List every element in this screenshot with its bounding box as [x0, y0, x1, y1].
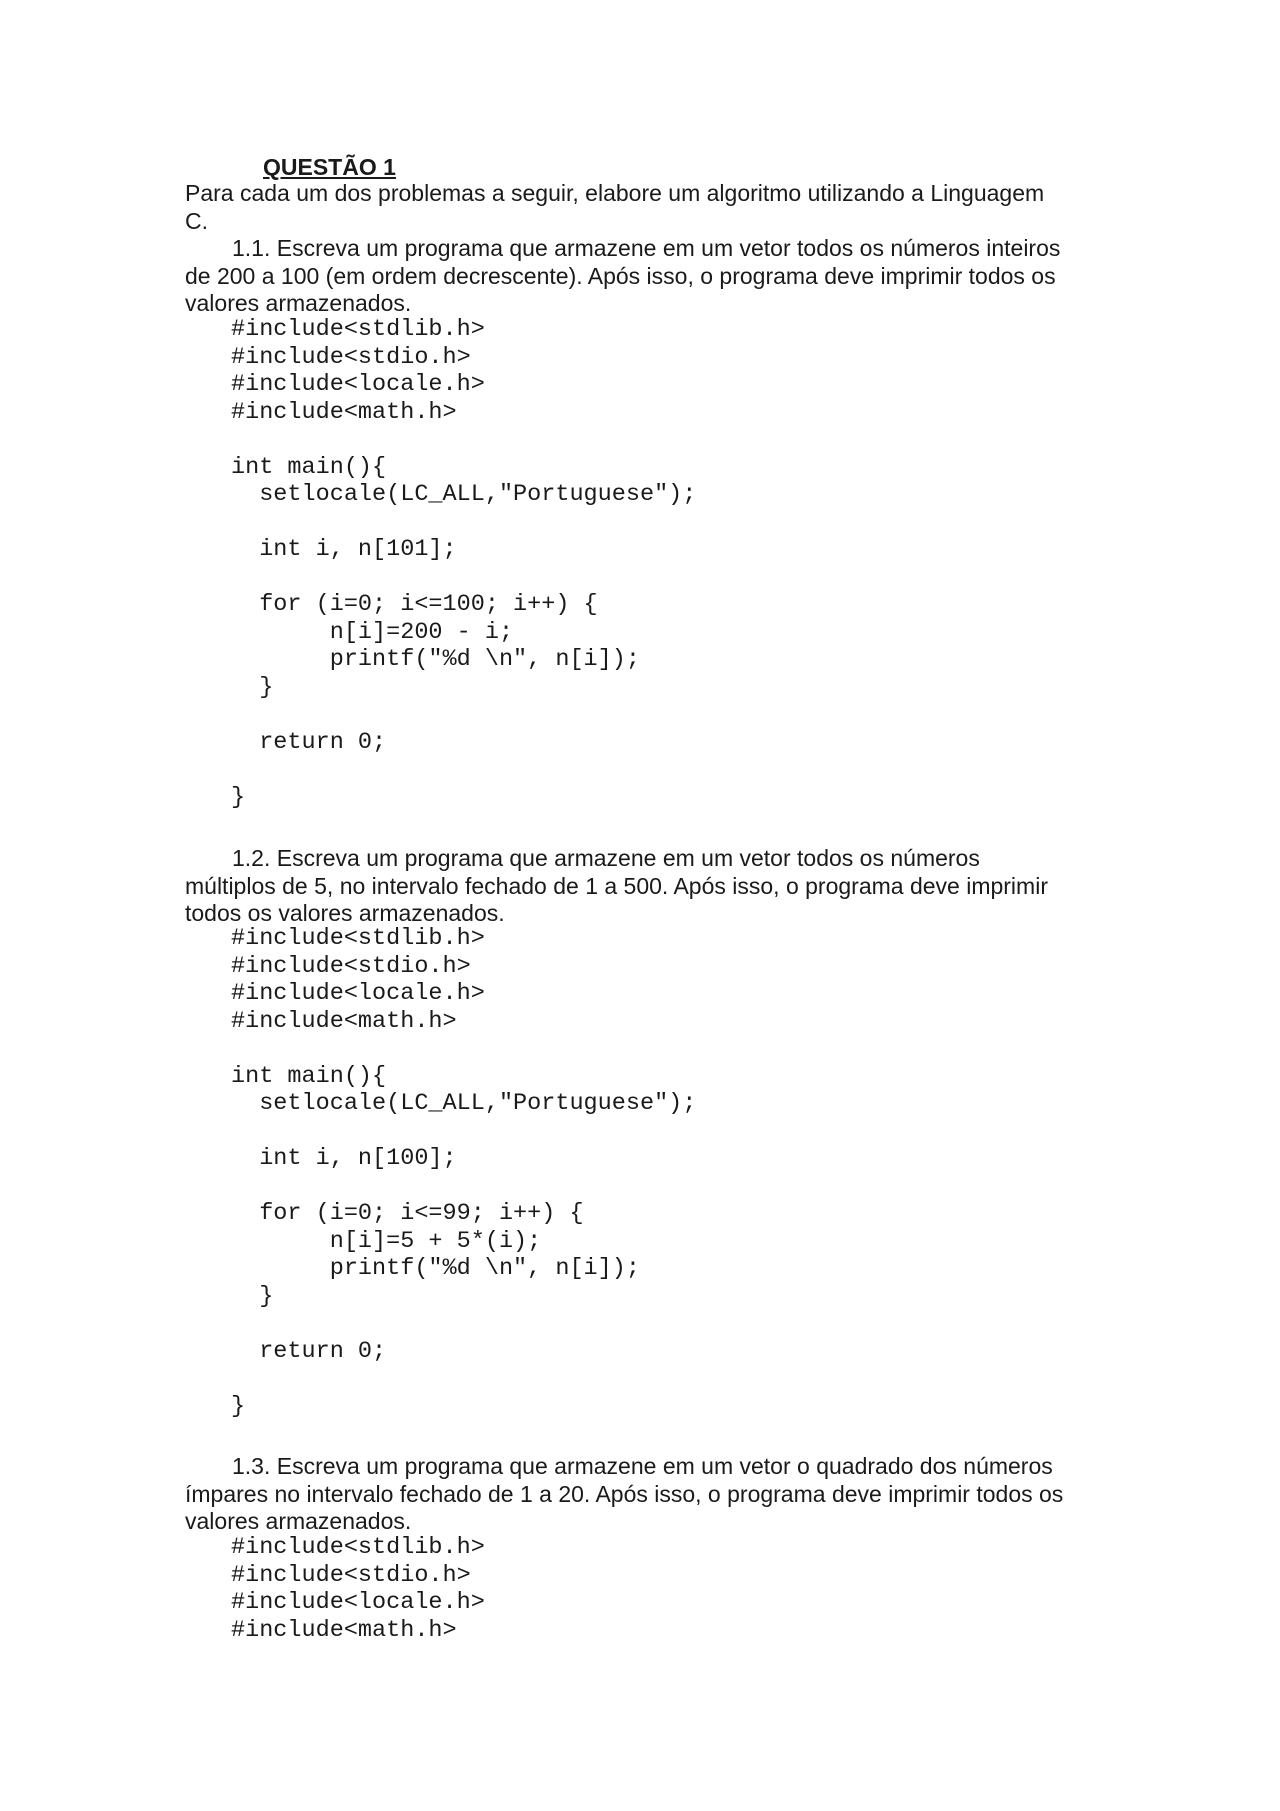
code-line: for (i=0; i<=99; i++) { [231, 1200, 584, 1227]
statement-line: valores armazenados. [185, 1508, 412, 1534]
code-line: printf("%d \n", n[i]); [231, 646, 640, 673]
code-line: #include<math.h> [231, 1007, 457, 1035]
code-line: #include<locale.h> [231, 980, 485, 1007]
question-heading: QUESTÃO 1 [263, 154, 396, 180]
intro-paragraph [185, 180, 1105, 235]
code-line [231, 509, 696, 537]
code-line [231, 1173, 696, 1201]
code-line: n[i]=200 - i; [231, 618, 514, 646]
code-line [231, 1035, 696, 1063]
code-line [231, 1310, 696, 1338]
code-line: #include<stdlib.h> [231, 925, 485, 952]
code-line [231, 1118, 696, 1146]
code-line: printf("%d \n", n[i]); [231, 1255, 640, 1282]
code-line: int main(){ [231, 1062, 387, 1090]
code-line [231, 1365, 696, 1393]
code-line: for (i=0; i<=100; i++) { [231, 591, 598, 618]
code-line: n[i]=5 + 5*(i); [231, 1227, 542, 1255]
code-line: #include<math.h> [231, 1616, 457, 1644]
code-line: setlocale(LC_ALL,"Portuguese"); [231, 481, 697, 508]
code-line: int i, n[101]; [231, 536, 457, 563]
code-line [231, 701, 696, 729]
question-1-2-statement [185, 845, 1105, 928]
intro-line: Para cada um dos problemas a seguir, elabore um algoritmo utilizando a Linguagem [185, 180, 1045, 206]
code-line: #include<locale.h> [231, 1589, 485, 1616]
code-line: int main(){ [231, 453, 387, 481]
code-line: } [231, 1282, 274, 1310]
code-line: setlocale(LC_ALL,"Portuguese"); [231, 1090, 697, 1117]
code-line: #include<stdio.h> [231, 1561, 471, 1589]
question-1-1-code [231, 316, 696, 811]
code-line: } [231, 783, 246, 811]
question-1-3-statement [185, 1453, 1105, 1536]
statement-line: 1.2. Escreva um programa que armazene em um vetor todos os números [232, 845, 980, 871]
question-1-3-code [231, 1534, 485, 1644]
statement-line: 1.1. Escreva um programa que armazene em um vetor todos os números inteiros [232, 235, 1061, 261]
code-line: return 0; [231, 728, 387, 756]
question-1-2-code [231, 925, 696, 1420]
statement-line: valores armazenados. [185, 290, 412, 316]
code-line [231, 756, 696, 784]
statement-line: ímpares no intervalo fechado de 1 a 20. Após isso, o programa deve imprimir todos os [185, 1480, 1064, 1507]
intro-line: C. [185, 207, 208, 234]
code-line: #include<math.h> [231, 398, 457, 426]
code-line: #include<stdlib.h> [231, 316, 485, 343]
code-line [231, 426, 696, 454]
statement-line: 1.3. Escreva um programa que armazene em um vetor o quadrado dos números [232, 1453, 1053, 1479]
statement-line: múltiplos de 5, no intervalo fechado de 1 a 500. Após isso, o programa deve imprimir [185, 872, 1048, 899]
code-line: #include<stdio.h> [231, 952, 471, 980]
question-1-1-statement [185, 235, 1105, 318]
code-line: return 0; [231, 1337, 387, 1365]
code-line: #include<stdio.h> [231, 343, 471, 371]
code-line: #include<locale.h> [231, 371, 485, 398]
code-line: int i, n[100]; [231, 1145, 457, 1172]
code-line [231, 564, 696, 592]
code-line: } [231, 1392, 246, 1420]
statement-line: todos os valores armazenados. [185, 900, 505, 926]
code-line: } [231, 673, 274, 701]
statement-line: de 200 a 100 (em ordem decrescente). Após isso, o programa deve imprimir todos os [185, 262, 1056, 289]
code-line: #include<stdlib.h> [231, 1534, 485, 1561]
